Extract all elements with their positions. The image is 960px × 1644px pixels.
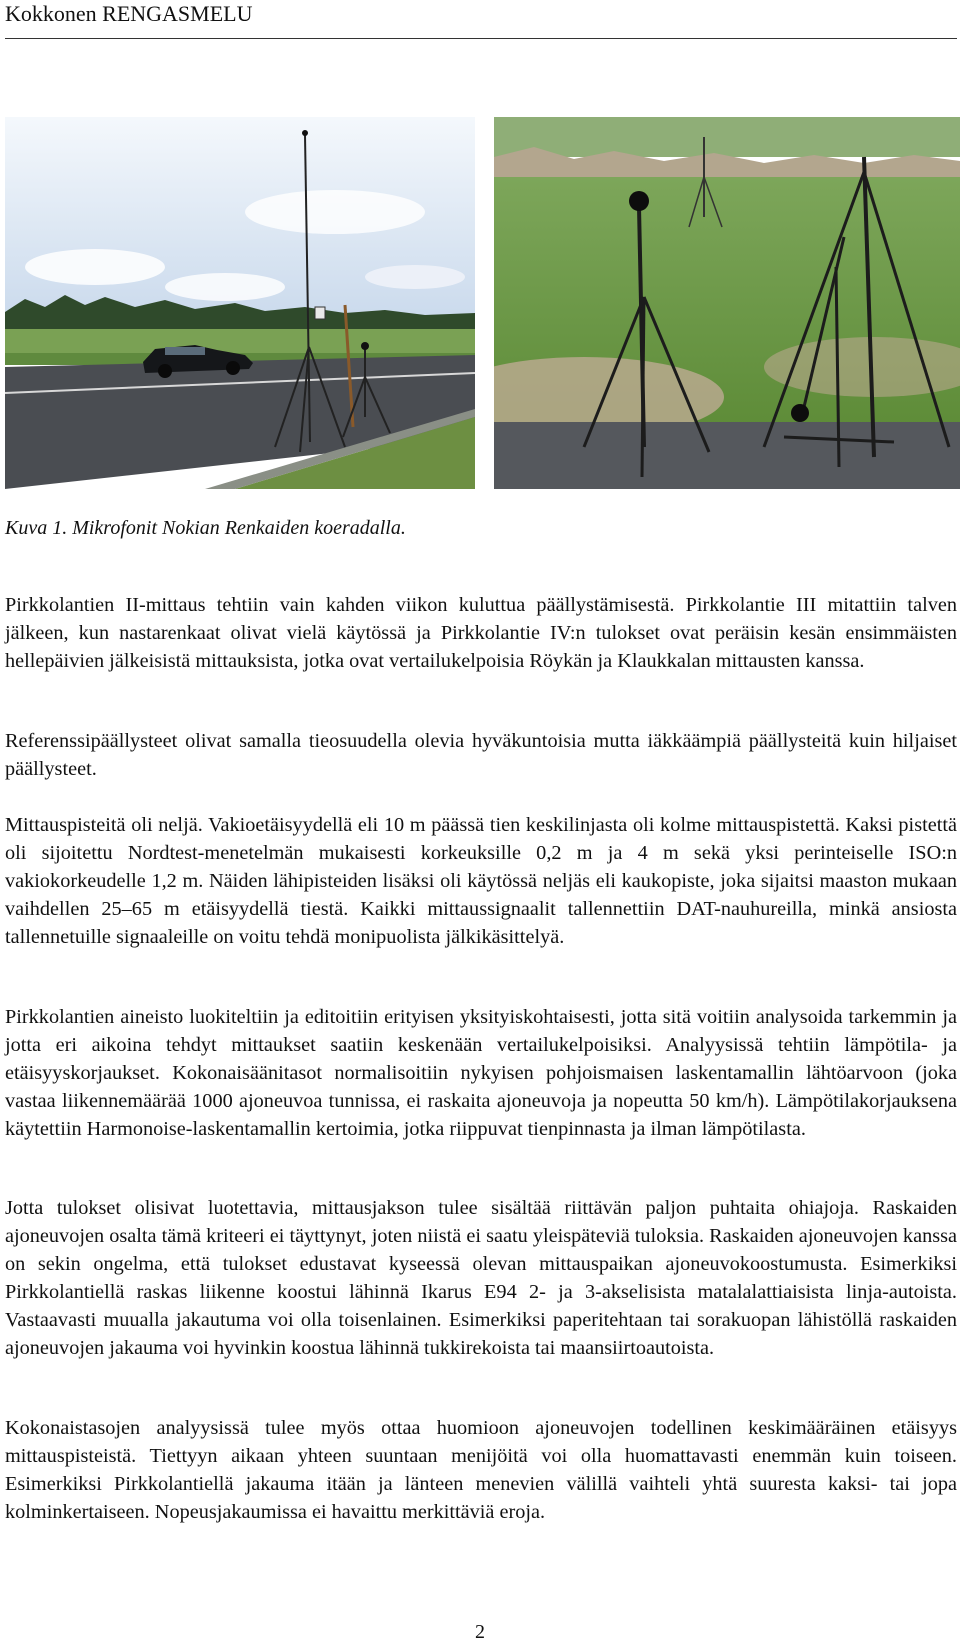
paragraph-text: Pirkkolantien aineisto luokiteltiin ja editoitiin erityisen yksityiskohtaisesti, jotta sitä voitiin analysoida tarkemmin ja jotta eri aikoina tehdyt mittaukset saatiin keskenään vertailukelpoisiksi. Analyysissä tehtiin lämpötila- ja etäisyyskorjaukset. Kokonaisäänitasot normalisoitiin nykyisen pohjoismaisen laskentamallin lähtöarvoon (joka vastaa liikennemäärää 1000 ajoneuvoa tunnissa, ei raskaita ajoneuvoja ja nopeutta 50 km/h). Lämpötilakorjauksena käytettiin Harmonoise-laskentamallin kertoimia, jotka riippuvat tienpinnasta ja ilman lämpötilasta.: [5, 1006, 957, 1140]
paragraph: [5, 811, 957, 951]
page-header: [5, 0, 957, 39]
paragraph: [5, 727, 957, 783]
paragraph-text: Jotta tulokset olisivat luotettavia, mittausjakson tulee sisältää riittävän paljon puhtaita ohiajoja. Raskaiden ajoneuvojen osalta tämä kriteeri ei täyttynyt, joten niistä ei saatu yleispäteviä tuloksia. Raskaiden ajoneuvojen kanssa on sekin ongelma, että tulokset edustavat kyseessä olevan mittauspaikan ajoneuvokoostumusta. Esimerkiksi Pirkkolantiellä raskas liikenne koostui lähinnä Ikarus E94 2- ja 3-akselisista matalalattiaisista linja-autoista. Vastaavasti muualla jakautuma voi olla toisenlainen. Esimerkiksi paperitehtaan tai sorakuopan lähistöllä raskaiden ajoneuvojen jakauma voi hyvinkin koostua lähinnä tukkirekoista tai maansiirtoautoista.: [5, 1197, 957, 1359]
paragraph-text: Referenssipäällysteet olivat samalla tieosuudella olevia hyväkuntoisia mutta iäkkäämpiä päällysteitä kuin hiljaiset päällysteet.: [5, 730, 957, 780]
paragraph-text: Kokonaistasojen analyysissä tulee myös ottaa huomioon ajoneuvojen todellinen keskimääräinen etäisyys mittauspisteistä. Tiettyyn aikaan yhteen suuntaan menijöitä voi olla huomattavasti enemmän kuin toiseen. Esimerkiksi Pirkkolantiellä jakauma itään ja länteen menevien välillä vaihteli yhtä suuresta kaksi- tai jopa kolminkertaiseen. Nopeusjakaumissa ei havaittu merkittäviä eroja.: [5, 1417, 957, 1523]
paragraph-text: Mittauspisteitä oli neljä. Vakioetäisyydellä eli 10 m päässä tien keskilinjasta oli kolme mittauspistettä. Kaksi pistettä oli sijoitettu Nordtest-menetelmän mukaisesti korkeuksille 0,2 m ja 4 m sekä yksi perinteiselle ISO:n vakiokorkeudelle 1,2 m. Näiden lähipisteiden lisäksi oli käytössä neljäs eli kaukopiste, joka sijaitsi maaston mukaan vaihdellen 25–65 m etäisyydellä tiestä. Kaikki mittaussignaalit tallennettiin DAT-nauhureilla, minkä ansiosta tallennetuille signaaleille on voitu tehdä monipuolista jälkikäsittelyä.: [5, 814, 957, 948]
page-number: 2: [475, 1621, 485, 1643]
paragraph-text: Pirkkolantien II-mittaus tehtiin vain kahden viikon kuluttua päällystämisestä. Pirkkolantie III mitattiin talven jälkeen, kun nastarenkaat olivat vielä käytössä ja Pirkkolantie IV:n tulokset ovat peräisin kesän ensimmäisten hellepäivien jälkeisistä mittauksista, jotka ovat vertailukelpoisia Röykän ja Klaukkalan mittausten kanssa.: [5, 594, 957, 672]
figure-photos: [5, 117, 960, 489]
paragraph: [5, 1414, 957, 1526]
photo-microphone-tripods: [494, 117, 960, 489]
photo-test-track-car: [5, 117, 475, 489]
paragraph: [5, 1003, 957, 1143]
figure-caption: Kuva 1. Mikrofonit Nokian Renkaiden koeradalla.: [5, 517, 406, 539]
paragraph: [5, 1194, 957, 1362]
running-header: Kokkonen RENGASMELU: [5, 1, 253, 26]
paragraph: [5, 591, 957, 675]
